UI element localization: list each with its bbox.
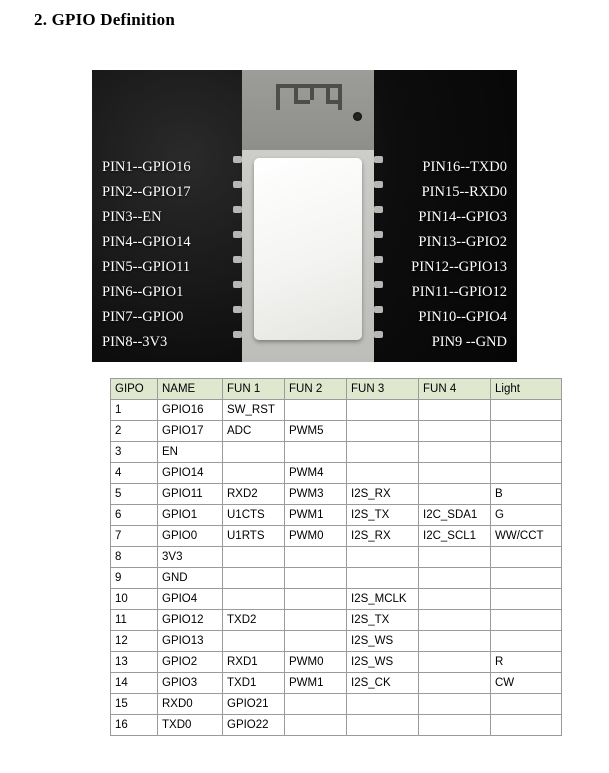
table-cell: GPIO16 — [158, 400, 223, 421]
table-cell — [285, 442, 347, 463]
table-cell — [419, 652, 491, 673]
table-cell: B — [491, 484, 562, 505]
table-cell — [223, 547, 285, 568]
pin-label-left-7: PIN7--GPIO0 — [102, 309, 184, 325]
table-row — [111, 505, 562, 526]
table-cell: WW/CCT — [491, 526, 562, 547]
table-cell: 10 — [111, 589, 158, 610]
table-cell: 6 — [111, 505, 158, 526]
table-cell: PWM0 — [285, 652, 347, 673]
pin-label-right-10: PIN10--GPIO4 — [418, 309, 507, 325]
table-cell: EN — [158, 442, 223, 463]
table-cell: I2S_RX — [347, 526, 419, 547]
table-cell: CW — [491, 673, 562, 694]
shield-can — [254, 158, 362, 340]
table-cell: GPIO14 — [158, 463, 223, 484]
table-cell: 5 — [111, 484, 158, 505]
table-cell: SW_RST — [223, 400, 285, 421]
table-cell — [419, 400, 491, 421]
table-cell: 15 — [111, 694, 158, 715]
table-cell: I2S_TX — [347, 610, 419, 631]
column-header-fun1: FUN 1 — [223, 379, 285, 400]
table-cell — [285, 568, 347, 589]
table-row — [111, 442, 562, 463]
table-cell: I2C_SCL1 — [419, 526, 491, 547]
module-board — [242, 70, 374, 362]
table-cell — [347, 463, 419, 484]
table-body — [111, 400, 562, 736]
table-cell: 7 — [111, 526, 158, 547]
column-header-name: NAME — [158, 379, 223, 400]
table-cell — [285, 400, 347, 421]
mounting-hole-icon — [353, 112, 362, 121]
gpio-definition-table — [110, 378, 562, 736]
table-cell — [491, 400, 562, 421]
left-castellated-pads — [233, 156, 242, 352]
pin-label-left-8: PIN8--3V3 — [102, 334, 168, 350]
table-cell: RXD2 — [223, 484, 285, 505]
table-cell: I2S_CK — [347, 673, 419, 694]
column-header-fun2: FUN 2 — [285, 379, 347, 400]
table-cell: I2C_SDA1 — [419, 505, 491, 526]
table-cell: U1CTS — [223, 505, 285, 526]
table-cell — [419, 568, 491, 589]
table-cell — [285, 547, 347, 568]
pin-label-left-3: PIN3--EN — [102, 209, 162, 225]
table-row — [111, 463, 562, 484]
table-cell: GPIO11 — [158, 484, 223, 505]
table-cell: R — [491, 652, 562, 673]
table-cell: 9 — [111, 568, 158, 589]
pin-label-right-14: PIN14--GPIO3 — [418, 209, 507, 225]
column-header-light: Light — [491, 379, 562, 400]
table-row — [111, 673, 562, 694]
table-cell — [223, 631, 285, 652]
table-cell: PWM0 — [285, 526, 347, 547]
table-cell: 1 — [111, 400, 158, 421]
table-row — [111, 484, 562, 505]
column-header-gipo: GIPO — [111, 379, 158, 400]
table-cell — [223, 589, 285, 610]
table-cell — [347, 547, 419, 568]
module-photo — [92, 70, 517, 362]
table-cell: GPIO1 — [158, 505, 223, 526]
table-row — [111, 694, 562, 715]
table-cell — [223, 568, 285, 589]
table-cell — [419, 631, 491, 652]
table-cell — [347, 568, 419, 589]
table-cell: RXD1 — [223, 652, 285, 673]
table-cell: I2S_WS — [347, 631, 419, 652]
pin-label-right-12: PIN12--GPIO13 — [411, 259, 507, 275]
table-cell: I2S_WS — [347, 652, 419, 673]
table-cell — [285, 589, 347, 610]
table-cell: 14 — [111, 673, 158, 694]
table-cell: GPIO4 — [158, 589, 223, 610]
pin-label-left-2: PIN2--GPIO17 — [102, 184, 191, 200]
page-title: 2. GPIO Definition — [34, 10, 176, 29]
table-cell: 12 — [111, 631, 158, 652]
table-cell: GPIO2 — [158, 652, 223, 673]
table-cell: PWM5 — [285, 421, 347, 442]
table-cell: I2S_RX — [347, 484, 419, 505]
table-cell: I2S_TX — [347, 505, 419, 526]
table-cell — [419, 547, 491, 568]
table-cell: GPIO3 — [158, 673, 223, 694]
table-cell: U1RTS — [223, 526, 285, 547]
pin-label-left-4: PIN4--GPIO14 — [102, 234, 191, 250]
table-cell — [419, 694, 491, 715]
table-cell — [491, 442, 562, 463]
table-cell — [491, 547, 562, 568]
table-cell: PWM1 — [285, 505, 347, 526]
pin-label-right-9: PIN9 --GND — [431, 334, 507, 350]
table-cell: 13 — [111, 652, 158, 673]
table-cell: 2 — [111, 421, 158, 442]
pin-label-left-5: PIN5--GPIO11 — [102, 259, 191, 275]
table-row — [111, 589, 562, 610]
table-cell: 3 — [111, 442, 158, 463]
table-cell — [419, 610, 491, 631]
table-cell: 8 — [111, 547, 158, 568]
table-header-row — [111, 379, 562, 400]
table-cell — [285, 631, 347, 652]
table-row — [111, 631, 562, 652]
table-cell — [347, 694, 419, 715]
table-cell — [419, 715, 491, 736]
pin-label-left-1: PIN1--GPIO16 — [102, 159, 191, 175]
table-cell — [285, 610, 347, 631]
table-cell — [491, 568, 562, 589]
module-antenna-area — [242, 70, 374, 150]
table-row — [111, 526, 562, 547]
pin-label-right-11: PIN11--GPIO12 — [411, 284, 507, 300]
pin-label-left-6: PIN6--GPIO1 — [102, 284, 184, 300]
table-cell — [491, 631, 562, 652]
table-cell: GPIO17 — [158, 421, 223, 442]
column-header-fun4: FUN 4 — [419, 379, 491, 400]
table-cell — [285, 715, 347, 736]
table-cell: 11 — [111, 610, 158, 631]
table-cell — [419, 442, 491, 463]
table-cell: GPIO22 — [223, 715, 285, 736]
table-cell — [223, 442, 285, 463]
pin-label-right-16: PIN16--TXD0 — [422, 159, 507, 175]
table-cell: PWM3 — [285, 484, 347, 505]
table-cell — [223, 463, 285, 484]
table-cell — [491, 463, 562, 484]
table-cell: TXD2 — [223, 610, 285, 631]
table-row — [111, 610, 562, 631]
table-cell: GND — [158, 568, 223, 589]
table-cell: PWM4 — [285, 463, 347, 484]
table-cell: TXD1 — [223, 673, 285, 694]
table-cell — [419, 421, 491, 442]
table-cell — [491, 421, 562, 442]
table-cell — [491, 589, 562, 610]
table-cell — [347, 400, 419, 421]
table-cell: 4 — [111, 463, 158, 484]
pin-label-right-13: PIN13--GPIO2 — [418, 234, 507, 250]
table-cell: ADC — [223, 421, 285, 442]
table-cell — [419, 463, 491, 484]
table-cell — [491, 610, 562, 631]
table-cell — [491, 715, 562, 736]
table-cell — [347, 715, 419, 736]
table-cell — [491, 694, 562, 715]
table-row — [111, 715, 562, 736]
table-cell — [419, 484, 491, 505]
table-cell: TXD0 — [158, 715, 223, 736]
table-cell: 16 — [111, 715, 158, 736]
table-row — [111, 400, 562, 421]
table-cell — [347, 442, 419, 463]
right-castellated-pads — [374, 156, 383, 352]
table-cell: 3V3 — [158, 547, 223, 568]
table-cell — [419, 673, 491, 694]
table-cell: RXD0 — [158, 694, 223, 715]
table-row — [111, 652, 562, 673]
table-cell — [285, 694, 347, 715]
table-cell: G — [491, 505, 562, 526]
table-cell: GPIO0 — [158, 526, 223, 547]
pcb-antenna-icon — [276, 84, 342, 110]
column-header-fun3: FUN 3 — [347, 379, 419, 400]
table-cell: PWM1 — [285, 673, 347, 694]
table-cell: GPIO21 — [223, 694, 285, 715]
table-cell: GPIO13 — [158, 631, 223, 652]
table-cell — [347, 421, 419, 442]
pin-label-right-15: PIN15--RXD0 — [421, 184, 507, 200]
table-row — [111, 421, 562, 442]
table-cell: I2S_MCLK — [347, 589, 419, 610]
table-cell — [419, 589, 491, 610]
table-row — [111, 568, 562, 589]
table-cell: GPIO12 — [158, 610, 223, 631]
table-row — [111, 547, 562, 568]
